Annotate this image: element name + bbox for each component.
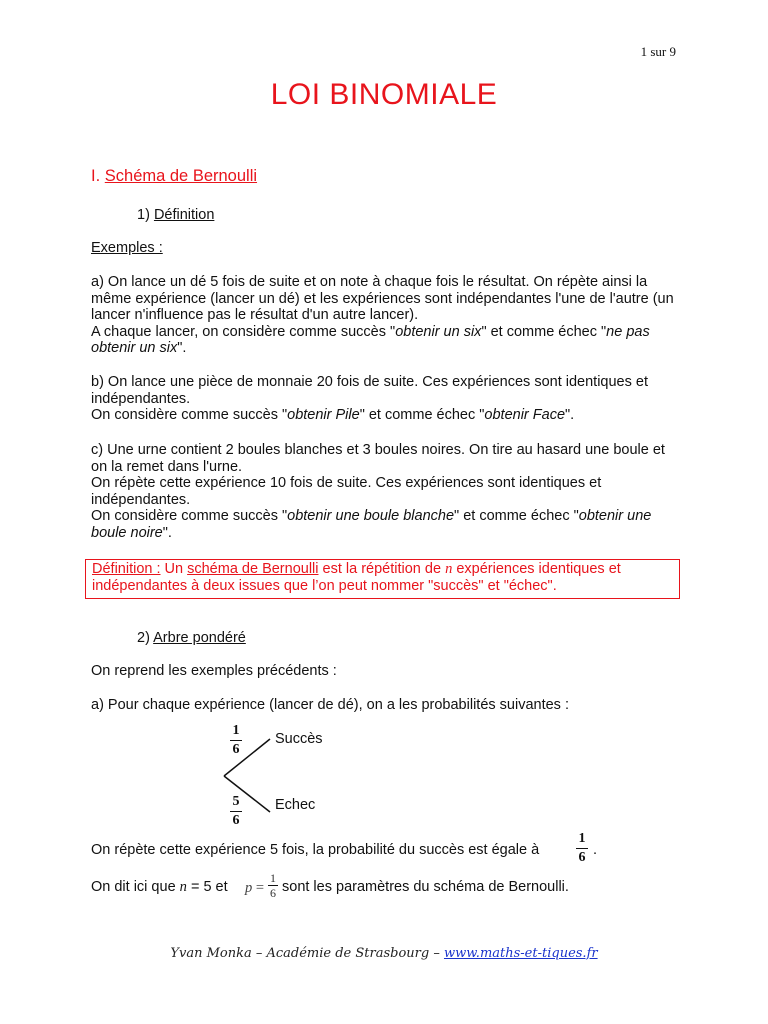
footer [0,946,768,961]
section-title: Schéma de Bernoulli [104,167,258,185]
params-start: On dit ici que n = 5 et [91,879,228,895]
footer-link[interactable]: www.maths-et-tiques.fr [443,946,598,961]
repeat-text: On répète cette expérience 5 fois, la probabilité du succès est égale à [91,842,540,858]
subsection-number: 1) [137,207,150,223]
reprise-text: On reprend les exemples précédents : [91,663,337,679]
subsection-title: Arbre pondéré [153,630,246,646]
subsection-number: 2) [137,630,150,646]
example-a-success: obtenir un six [395,323,482,340]
example-b-success: obtenir Pile [287,407,360,424]
definition-box: Définition : Un schéma de Bernoulli est la répétition de n expériences identiques et indépendantes à deux issues que l’on peut nommer "succès" et "échec". [85,559,680,599]
example-b-failure: obtenir Face [484,407,566,424]
page-title: LOI BINOMIALE [270,78,498,111]
example-a-success-line: A chaque lancer, on considère comme succès "obtenir un six" et comme échec "ne pas obtenir un six". [91,323,650,357]
repeat-fraction: 1 6 [576,832,588,865]
examples-label: Exemples : [91,240,163,256]
example-c-text: c) Une urne contient 2 boules blanches et 3 boules noires. On tire au hasard une boule et on la remet dans l'urne. [91,442,665,475]
subsection-title: Définition [153,207,215,223]
subsection-tree [137,630,246,646]
page-number: 1 sur 9 [640,44,676,59]
definition-label: Définition : [92,561,161,577]
example-b [91,374,681,424]
example-a-text: a) On lance un dé 5 fois de suite et on note à chaque fois le résultat. On répète ainsi la même expérience (lancer un dé) et les expériences sont indépendantes l'une de l'autre (un lancer n'influence pas le résultat d'un autre lancer). [91,274,674,324]
example-c [91,442,681,542]
tree-success-label: Succès [275,731,323,747]
footer-author: Yvan Monka – Académie de Strasbourg – [170,946,444,961]
tree-intro: a) Pour chaque expérience (lancer de dé), on a les probabilités suivantes : [91,697,569,713]
example-b-text: b) On lance une pièce de monnaie 20 fois de suite. Ces expériences sont identiques et indépendantes. [91,374,648,407]
section-prefix: I. [91,167,101,185]
param-p: p = [245,880,265,896]
example-b-success-line: On considère comme succès "obtenir Pile" et comme échec "obtenir Face". [91,407,575,424]
definition-var-n: n [445,561,453,577]
param-p-fraction: 1 6 [270,871,276,900]
params-end: sont les paramètres du schéma de Bernoulli. [282,879,569,895]
param-n: n [179,879,187,895]
repeat-end: . [593,842,598,858]
example-a-failure: ne pas obtenir un six [91,323,650,357]
definition-term: schéma de Bernoulli [187,561,319,577]
example-c-success: obtenir une boule blanche [287,508,455,525]
example-c-success-line: On considère comme succès "obtenir une boule blanche" et comme échec "obtenir une boule noire". [91,508,652,541]
tree-success-probability: 1 6 [230,724,242,757]
example-c-repeat: On répète cette expérience 10 fois de suite. Ces expériences sont identiques et indépendantes. [91,475,602,508]
tree-failure-probability: 5 6 [230,795,242,828]
example-a [91,274,681,357]
section-heading [91,167,257,186]
example-c-failure: obtenir une boule noire [91,508,652,541]
subsection-definition [137,207,214,223]
tree-failure-label: Echec [275,797,316,813]
